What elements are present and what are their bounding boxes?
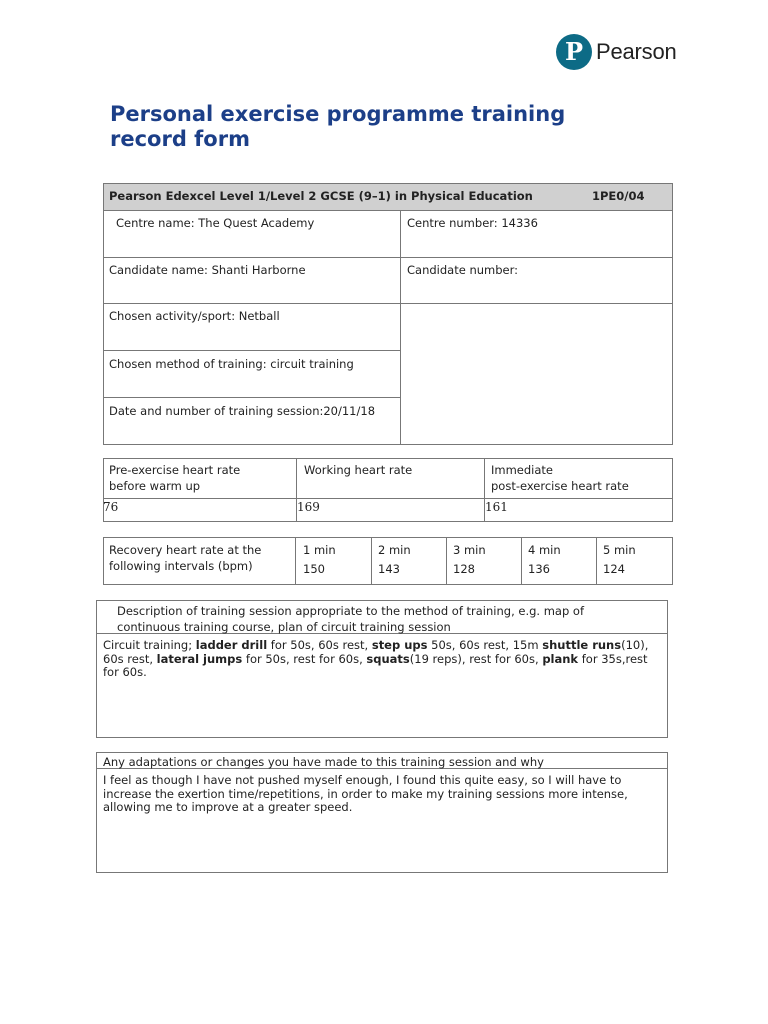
description-segment: (10), 60s rest,	[103, 638, 649, 666]
description-heading-2: continuous training course, plan of circuit training session	[117, 620, 451, 634]
exercise-name: lateral jumps	[156, 651, 243, 666]
pearson-logo-icon: P	[556, 34, 592, 70]
recovery-interval-label: 4 min	[528, 543, 561, 557]
heart-rate-row-line	[103, 498, 673, 499]
post-exercise-label-1: Immediate	[491, 463, 553, 477]
pre-exercise-label-1: Pre-exercise heart rate	[109, 463, 241, 477]
candidate-name: Candidate name: Shanti Harborne	[109, 263, 306, 277]
working-hr-label: Working heart rate	[304, 463, 413, 477]
details-row-line	[103, 257, 673, 258]
recovery-label-2: following intervals (bpm)	[109, 559, 253, 573]
page-title-line-2: record form	[110, 127, 250, 151]
recovery-col-line	[371, 537, 372, 585]
details-divider	[400, 210, 401, 445]
recovery-interval-value: 150	[303, 562, 325, 576]
description-segment: for 35s,rest for 60s.	[103, 651, 648, 679]
page-title	[110, 102, 630, 152]
recovery-col-line	[446, 537, 447, 585]
working-hr-value: 169	[297, 500, 320, 514]
description-text	[103, 639, 659, 680]
centre-name: Centre name: The Quest Academy	[116, 216, 315, 230]
description-heading-1: Description of training session appropriate to the method of training, e.g. map of	[117, 604, 585, 618]
description-segment: (19 reps), rest for 60s,	[409, 651, 543, 666]
recovery-col-line	[295, 537, 296, 585]
course-code: 1PE0/04	[592, 189, 645, 203]
centre-number: Centre number: 14336	[407, 216, 538, 230]
page-title-line-1: Personal exercise programme training	[110, 102, 566, 126]
chosen-activity: Chosen activity/sport: Netball	[109, 309, 280, 323]
recovery-interval-label: 1 min	[303, 543, 336, 557]
post-exercise-value: 161	[485, 500, 508, 514]
exercise-name: ladder drill	[195, 638, 268, 652]
recovery-interval-value: 128	[453, 562, 475, 576]
adaptations-heading: Any adaptations or changes you have made to this training session and why	[103, 755, 544, 769]
exercise-name: squats	[366, 651, 410, 666]
recovery-interval-label: 3 min	[453, 543, 486, 557]
details-row-line	[103, 397, 401, 398]
description-segment: 50s, 60s rest, 15m	[427, 638, 543, 652]
pearson-logo	[556, 30, 677, 76]
pearson-logo-text: Pearson	[596, 39, 677, 64]
adaptations-text: I feel as though I have not pushed myself enough, I found this quite easy, so I will have to increase the exertion time/repetitions, in order to make my training sessions more intense, allowing me to improve at a greater speed.	[103, 773, 628, 814]
recovery-interval-value: 136	[528, 562, 550, 576]
recovery-interval-value: 124	[603, 562, 625, 576]
exercise-name: shuttle runs	[542, 638, 622, 652]
recovery-label-1: Recovery heart rate at the	[109, 543, 262, 557]
candidate-number: Candidate number:	[407, 263, 519, 277]
chosen-method: Chosen method of training: circuit training	[109, 357, 354, 371]
recovery-col-line	[596, 537, 597, 585]
course-title: Pearson Edexcel Level 1/Level 2 GCSE (9–1) in Physical Education	[109, 189, 533, 203]
description-segment: for 50s, rest for 60s,	[242, 651, 367, 666]
recovery-interval-label: 2 min	[378, 543, 411, 557]
recovery-interval-value: 143	[378, 562, 400, 576]
recovery-interval-label: 5 min	[603, 543, 636, 557]
pre-exercise-value: 76	[103, 500, 119, 514]
pre-exercise-label-2: before warm up	[109, 479, 201, 493]
details-row-line	[103, 350, 401, 351]
session-date: Date and number of training session:20/11/18	[109, 404, 376, 418]
description-segment: Circuit training;	[103, 638, 196, 652]
recovery-col-line	[521, 537, 522, 585]
description-segment: for 50s, 60s rest,	[267, 638, 372, 652]
details-row-line	[103, 303, 673, 304]
post-exercise-label-2: post-exercise heart rate	[491, 479, 629, 493]
exercise-name: step ups	[371, 638, 428, 652]
exercise-name: plank	[542, 651, 579, 666]
